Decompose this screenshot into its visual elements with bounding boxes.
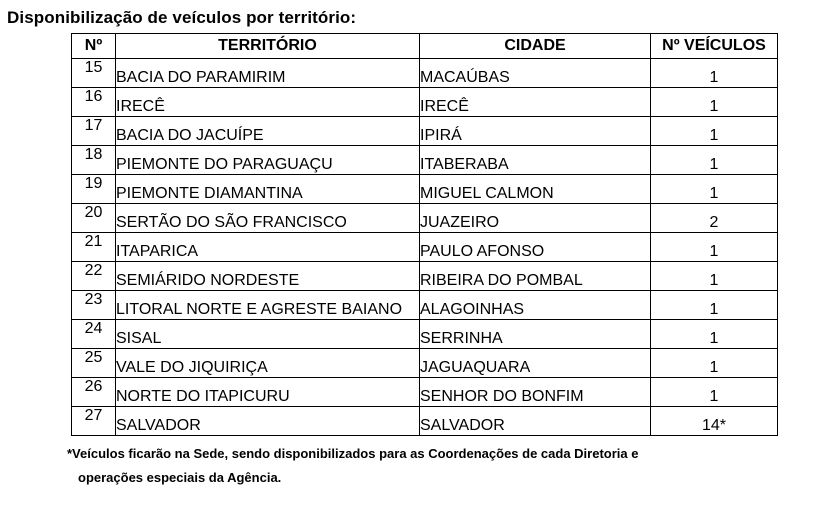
cell-city: ALAGOINHAS	[420, 291, 651, 320]
cell-vehicles: 1	[651, 175, 778, 204]
cell-vehicles: 1	[651, 233, 778, 262]
cell-city: IPIRÁ	[420, 117, 651, 146]
header-vehicles: Nº VEÍCULOS	[651, 34, 778, 59]
cell-number: 16	[72, 88, 116, 117]
table-row	[72, 291, 778, 320]
cell-number: 26	[72, 378, 116, 407]
table-row	[72, 59, 778, 88]
cell-vehicles: 1	[651, 349, 778, 378]
cell-vehicles: 2	[651, 204, 778, 233]
cell-territory: SEMIÁRIDO NORDESTE	[116, 262, 420, 291]
cell-number: 17	[72, 117, 116, 146]
cell-territory: IRECÊ	[116, 88, 420, 117]
header-number: Nº	[72, 34, 116, 59]
cell-territory: NORTE DO ITAPICURU	[116, 378, 420, 407]
page-title: Disponibilização de veículos por território:	[7, 8, 357, 27]
footnote-line-2: operações especiais da Agência.	[78, 470, 282, 485]
table-row	[72, 117, 778, 146]
vehicles-table	[71, 33, 778, 436]
table-header-row	[72, 34, 778, 59]
cell-vehicles: 14*	[651, 407, 778, 436]
table-row	[72, 320, 778, 349]
cell-number: 24	[72, 320, 116, 349]
cell-vehicles: 1	[651, 117, 778, 146]
cell-number: 27	[72, 407, 116, 436]
cell-number: 19	[72, 175, 116, 204]
table-row	[72, 233, 778, 262]
cell-vehicles: 1	[651, 291, 778, 320]
cell-number: 22	[72, 262, 116, 291]
cell-territory: SALVADOR	[116, 407, 420, 436]
cell-vehicles: 1	[651, 88, 778, 117]
table-row	[72, 204, 778, 233]
cell-number: 15	[72, 59, 116, 88]
cell-city: MACAÚBAS	[420, 59, 651, 88]
footnote	[67, 442, 807, 490]
table-row	[72, 349, 778, 378]
cell-territory: PIEMONTE DIAMANTINA	[116, 175, 420, 204]
table-row	[72, 262, 778, 291]
cell-territory: BACIA DO PARAMIRIM	[116, 59, 420, 88]
cell-number: 20	[72, 204, 116, 233]
header-city: CIDADE	[420, 34, 651, 59]
cell-city: ITABERABA	[420, 146, 651, 175]
cell-territory: PIEMONTE DO PARAGUAÇU	[116, 146, 420, 175]
table-row	[72, 407, 778, 436]
cell-number: 23	[72, 291, 116, 320]
table-row	[72, 378, 778, 407]
cell-city: IRECÊ	[420, 88, 651, 117]
cell-number: 25	[72, 349, 116, 378]
header-territory: TERRITÓRIO	[116, 34, 420, 59]
cell-territory: SERTÃO DO SÃO FRANCISCO	[116, 204, 420, 233]
cell-city: JUAZEIRO	[420, 204, 651, 233]
table-row	[72, 146, 778, 175]
cell-territory: ITAPARICA	[116, 233, 420, 262]
cell-city: JAGUAQUARA	[420, 349, 651, 378]
cell-city: MIGUEL CALMON	[420, 175, 651, 204]
cell-territory: LITORAL NORTE E AGRESTE BAIANO	[116, 291, 420, 320]
cell-vehicles: 1	[651, 146, 778, 175]
cell-city: SERRINHA	[420, 320, 651, 349]
cell-city: PAULO AFONSO	[420, 233, 651, 262]
cell-number: 18	[72, 146, 116, 175]
cell-city: SENHOR DO BONFIM	[420, 378, 651, 407]
cell-vehicles: 1	[651, 59, 778, 88]
cell-city: SALVADOR	[420, 407, 651, 436]
cell-vehicles: 1	[651, 320, 778, 349]
cell-vehicles: 1	[651, 262, 778, 291]
cell-vehicles: 1	[651, 378, 778, 407]
table-row	[72, 88, 778, 117]
footnote-line-1: *Veículos ficarão na Sede, sendo disponibilizados para as Coordenações de cada Diretoria e	[67, 446, 639, 461]
cell-number: 21	[72, 233, 116, 262]
cell-territory: BACIA DO JACUÍPE	[116, 117, 420, 146]
table-row	[72, 175, 778, 204]
cell-territory: VALE DO JIQUIRIÇA	[116, 349, 420, 378]
cell-territory: SISAL	[116, 320, 420, 349]
cell-city: RIBEIRA DO POMBAL	[420, 262, 651, 291]
